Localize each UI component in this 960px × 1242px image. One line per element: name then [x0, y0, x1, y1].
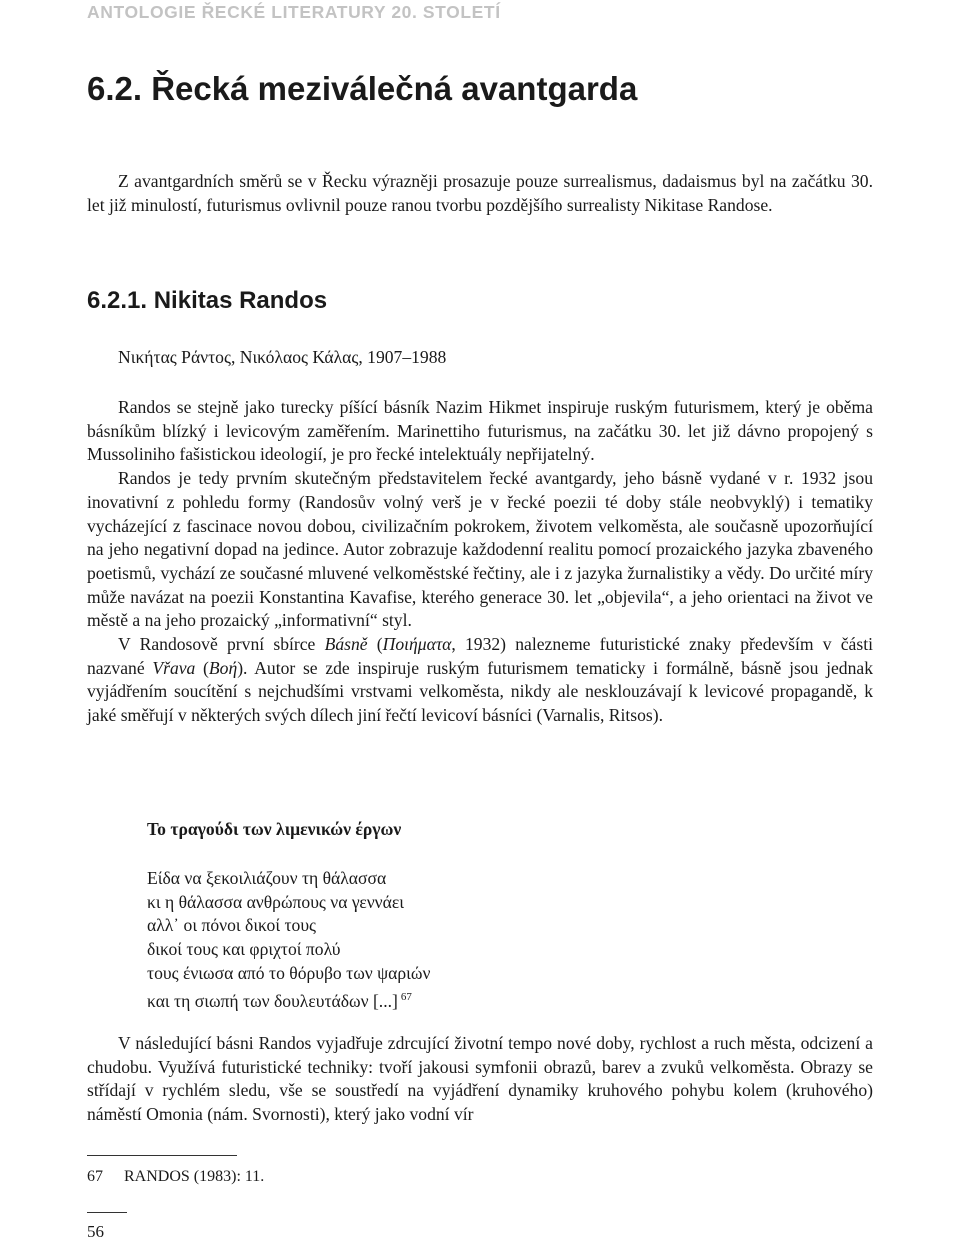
footnote: [87, 1168, 264, 1186]
poem-line: αλλ᾽ οι πόνοι δικοί τους: [147, 915, 317, 936]
author-bio-line: Νικήτας Ράντος, Νικόλαος Κάλας, 1907–1988: [118, 347, 447, 367]
intro-paragraph: Z avantgardních směrů se v Řecku výrazněji prosazuje pouze surrealismus, dadaismus byl na začátku 30. let již minulostí, futurismus ovlivnil pouze ranou tvorbu pozdějšího surrealisty Nikitase Randose.: [87, 171, 873, 215]
footnote-divider: [87, 1155, 237, 1156]
poem: [147, 867, 430, 1013]
book-title-cz: Básně: [324, 634, 368, 655]
poem-line: Είδα να ξεκοιλιάζουν τη θάλασσα: [147, 868, 387, 888]
text-run: , 1932) nalezneme futuristické znaky především v části nazvané: [87, 634, 873, 678]
text-run: ). Autor se zde inspiruje ruským futurismem tematicky i formálně, básně jsou jednak vyjádřením soucítění s nejchudšími vrstvami velkoměsta, nikdy ale nesklouzávají k levicové propagandě, k jaké směřují v některých svých dílech jiní řečtí levicoví básníci (Varnalis, Ritsos).: [87, 657, 874, 726]
subsection-title: 6.2.1. Nikitas Randos: [87, 287, 328, 314]
body-text: [87, 396, 873, 728]
page-number-divider: [87, 1212, 127, 1213]
section-title-cz: Vřava: [152, 657, 196, 678]
body-paragraph-2: Randos je tedy prvním skutečným představitelem řecké avantgardy, jeho básně vydané v r. 1932 jsou inovativní z pohledu formy (Randosův volný verš je v řecké poezii té doby stále neobvyklý) i tematiky vycházející z fascinace novou dobou, civilizačním pokrokem, životem velkoměsta, ale současně upozorňující na jeho negativní dopad na jedince. Autor zobrazuje každodenní realitu pomocí prozaického jazyka zbaveného poetismů, vychází ze současné mluvené velkoměstské řečtiny, ale i z jazyka žurnalistiky a vědy. Do určité míry může navázat na poezii Konstantina Kavafise, kterého generace 30. let „objevila“, a jeho orientaci na život ve městě a na jeho prozaický „informativní“ styl.: [87, 468, 873, 631]
section-title: 6.2. Řecká meziválečná avantgarda: [87, 70, 638, 107]
poem-title: Το τραγούδι των λιμενικών έργων: [147, 819, 402, 839]
poem-line: δικοί τους και φριχτοί πολύ: [147, 939, 341, 960]
poem-line: κι η θάλασσα ανθρώπους να γεννάει: [147, 891, 404, 912]
poem-line-text: και τη σιωπή των δουλευτάδων [...]: [147, 990, 398, 1011]
running-head: ANTOLOGIE ŘECKÉ LITERATURY 20. STOLETÍ: [87, 2, 501, 22]
footnote-reference[interactable]: 67: [400, 990, 412, 1003]
footnote-text: RANDOS (1983): 11.: [124, 1168, 265, 1185]
book-title-gr: Ποιήματα: [382, 634, 452, 655]
text-run: (: [195, 657, 209, 678]
poem-line: τους ένιωσα από το θόρυβο των ψαριών: [147, 962, 431, 983]
section-title-gr: Βοή: [208, 657, 238, 678]
page-number: 56: [87, 1222, 104, 1241]
body-paragraph-1: Randos se stejně jako turecky píšící básník Nazim Hikmet inspiruje ruským futurismem, který je oběma básníkům blízký i levicovým zaměřením. Marinettiho futurismus, na začátku 30. let již dávno propojený s Mussoliniho fašistickou ideologií, je pro řecké intelektuály nepřijatelný.: [87, 397, 873, 465]
body-paragraph-3: [87, 633, 873, 728]
after-poem-paragraph: V následující básni Randos vyjadřuje zdrcující životní tempo nové doby, rychlost a ruch města, odcizení a chudobu. Využívá futuristické techniky: tvoří jakousi symfonii obrazů, barev a zvuků velkoměsta. Obrazy se střídají v rychlém sledu, vše se soustředí na vyjádření dynamiky kruhového pohybu kolem (kruhového) náměstí Omonia (nám. Svornosti), který jako vodní vír: [87, 1033, 873, 1125]
text-run: V Randosově první sbírce: [118, 634, 325, 655]
poem-line-last: [147, 986, 430, 1014]
footnote-number: 67: [87, 1168, 103, 1185]
text-run: (: [367, 634, 383, 655]
